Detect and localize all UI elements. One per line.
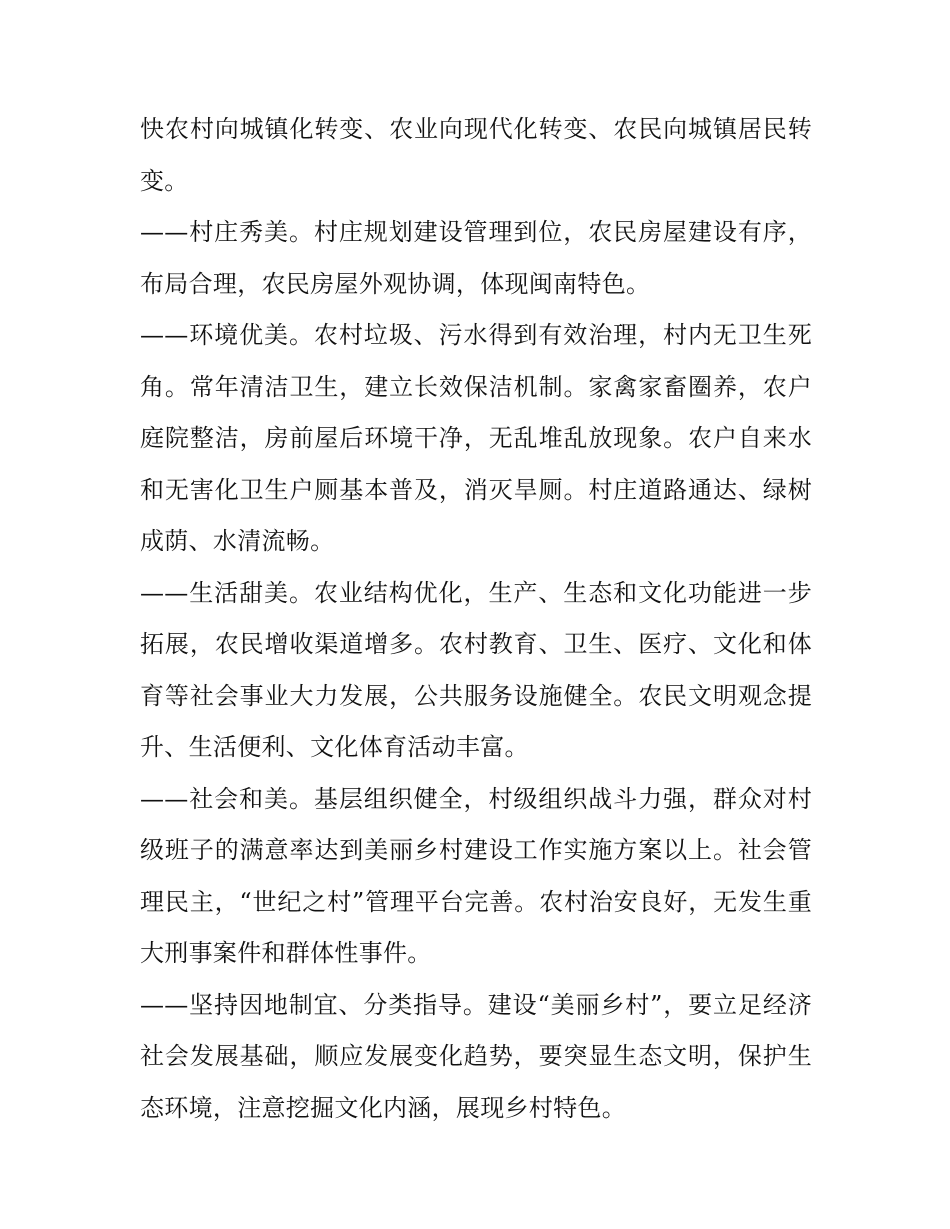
paragraph-2: ——村庄秀美。村庄规划建设管理到位，农民房屋建设有序，布局合理，农民房屋外观协调，体现闽南特色。 [140, 218, 812, 298]
paragraph-6: ——坚持因地制宜、分类指导。建设“美丽乡村”，要立足经济社会发展基础，顺应发展变化趋势，要突显生态文明，保护生态环境，注意挖掘文化内涵，展现乡村特色。 [140, 990, 812, 1122]
paragraph-3: ——环境优美。农村垃圾、污水得到有效治理，村内无卫生死角。常年清洁卫生，建立长效保洁机制。家禽家畜圈养，农户庭院整洁，房前屋后环境干净，无乱堆乱放现象。农户自来水和无害化卫生户厕基本普及，消灭旱厕。村庄道路通达、绿树成荫、水清流畅。 [140, 321, 812, 555]
paragraph-4: ——生活甜美。农业结构优化，生产、生态和文化功能进一步拓展，农民增收渠道增多。农村教育、卫生、医疗、文化和体育等社会事业大力发展，公共服务设施健全。农民文明观念提升、生活便利、文化体育活动丰富。 [140, 578, 812, 761]
document-body [140, 104, 812, 1134]
paragraph-5: ——社会和美。基层组织健全，村级组织战斗力强，群众对村级班子的满意率达到美丽乡村建设工作实施方案以上。社会管理民主，“世纪之村”管理平台完善。农村治安良好，无发生重大刑事案件和群体性事件。 [140, 784, 812, 967]
paragraph-1: 快农村向城镇化转变、农业向现代化转变、农民向城镇居民转变。 [140, 115, 812, 195]
